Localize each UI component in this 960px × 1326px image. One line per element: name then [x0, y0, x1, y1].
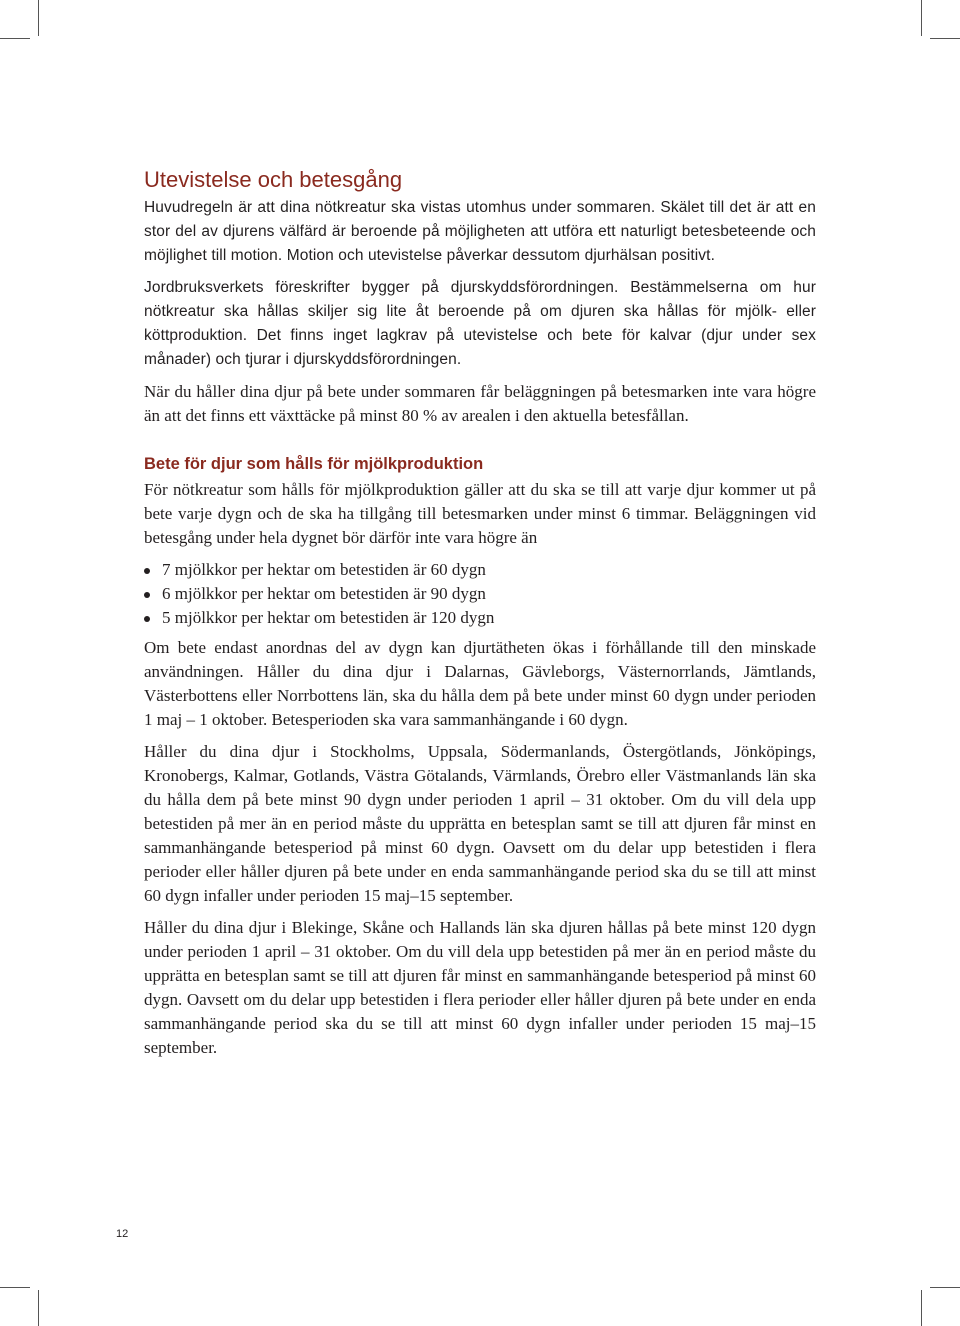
- subsection-heading: Bete för djur som hålls för mjölkproduktion: [144, 455, 484, 473]
- paragraph: När du håller dina djur på bete under sommaren får beläggningen på betesmarken inte vara högre än att det finns ett växttäcke på minst 80 % av arealen i den aktuella betesfållan.: [144, 382, 816, 425]
- paragraph: Håller du dina djur i Blekinge, Skåne och Hallands län ska djuren hållas på bete minst 120 dygn under perioden 1 april – 31 oktober. Om du vill dela upp betestiden på mer än en period måste du upprätta en betesplan samt se till att djuren får minst en sammanhängande betesperiod på minst 60 dygn. Oavsett om du delar upp betestiden i flera perioder eller håller djuren på bete under en enda sammanhängande period ska du se till att minst 60 dygn infaller under perioden 15 maj–15 september.: [144, 918, 816, 1057]
- crop-mark: [921, 0, 922, 36]
- bullet-list: [144, 558, 816, 630]
- paragraph: Håller du dina djur i Stockholms, Uppsala, Södermanlands, Östergötlands, Jönköpings, Kronobergs, Kalmar, Gotlands, Västra Götalands, Värmlands, Örebro eller Västmanlands län ska du hålla dem på bete minst 90 dygn under perioden 1 april – 31 oktober. Om du vill dela upp betestiden på mer än en period måste du upprätta en betesplan samt se till att djuren får minst en sammanhängande betesperiod på minst 60 dygn. Oavsett om du delar upp betestiden i flera perioder eller håller djuren på bete under en enda sammanhängande period ska du se till att minst 60 dygn infaller under perioden 15 maj–15 september.: [144, 742, 816, 905]
- crop-mark: [0, 38, 30, 39]
- list-item: [144, 558, 816, 582]
- crop-mark: [930, 38, 960, 39]
- paragraph: Jordbruksverkets föreskrifter bygger på djurskyddsförordningen. Bestämmelserna om hur nötkreatur ska hållas skiljer sig lite åt beroende på om djuren ska hållas för mjölk- eller köttproduktion. Det finns inget lagkrav på utevistelse och bete för kalvar (djur under sex månader) och tjurar i djurskyddsförordningen.: [144, 279, 816, 368]
- bullet-icon: [144, 616, 150, 622]
- page-content: [144, 166, 816, 1068]
- crop-mark: [38, 1290, 39, 1326]
- crop-mark: [38, 0, 39, 36]
- list-item: [144, 582, 816, 606]
- paragraph: För nötkreatur som hålls för mjölkproduktion gäller att du ska se till att varje djur kommer ut på bete varje dygn och de ska ha tillgång till betesmarken under minst 6 timmar. Beläggningen vid betesgång under hela dygnet bör därför inte vara högre än: [144, 480, 816, 547]
- crop-mark: [0, 1287, 30, 1288]
- list-item: [144, 606, 816, 630]
- bullet-icon: [144, 592, 150, 598]
- list-item-text: 5 mjölkkor per hektar om betestiden är 120 dygn: [162, 608, 495, 627]
- section-dairy-grazing: [144, 452, 816, 1060]
- crop-mark: [921, 1290, 922, 1326]
- page-number: 12: [116, 1228, 129, 1240]
- section-heading: Utevistelse och betesgång: [144, 167, 403, 192]
- bullet-icon: [144, 568, 150, 574]
- list-item-text: 6 mjölkkor per hektar om betestiden är 90 dygn: [162, 584, 486, 603]
- paragraph: Huvudregeln är att dina nötkreatur ska vistas utomhus under sommaren. Skälet till det är att en stor del av djurens välfärd är beroende på möjligheten att utföra ett naturligt betesbeteende och möjlighet till motion. Motion och utevistelse påverkar dessutom djurhälsan positivt.: [144, 199, 816, 264]
- crop-mark: [930, 1287, 960, 1288]
- paragraph: Om bete endast anordnas del av dygn kan djurtätheten ökas i förhållande till den minskade användningen. Håller du dina djur i Dalarnas, Gävleborgs, Västernorrlands, Jämtlands, Västerbottens eller Norrbottens län, ska du hålla dem på bete under minst 60 dygn under perioden 1 maj – 1 oktober. Betesperioden ska vara sammanhängande i 60 dygn.: [144, 638, 816, 729]
- section-outdoor-grazing: [144, 166, 816, 428]
- list-item-text: 7 mjölkkor per hektar om betestiden är 60 dygn: [162, 560, 486, 579]
